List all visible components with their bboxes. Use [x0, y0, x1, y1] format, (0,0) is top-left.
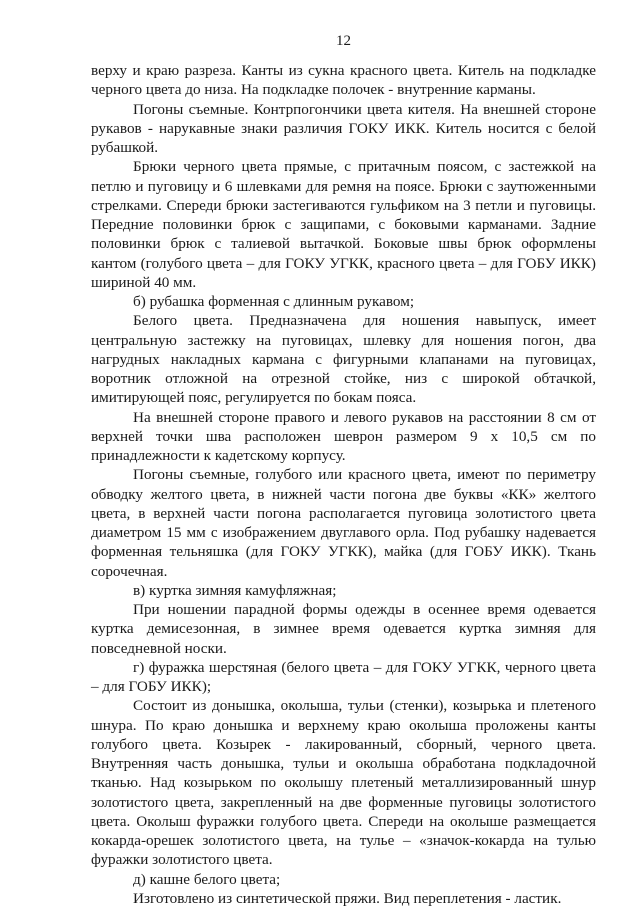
paragraph-trousers: Брюки черного цвета прямые, с притачным поясом, с застежкой на петлю и пуговицу и 6 шлевками для ремня на поясе. Брюки с заутюженными стрелками. Спереди брюки застегиваются гульфиком на 3 петли и пуговицы. Передние половинки брюк с защипами, с боковыми карманами. Задние половинки брюк с талиевой вытачкой. Боковые швы брюк оформлены кантом (голубого цвета – для ГОКУ УГКК, красного цвета – для ГОБУ ИКК) шириной 40 мм.	[91, 158, 596, 291]
paragraph-shirt-shoulder-boards: Погоны съемные, голубого или красного цвета, имеют по периметру обводку желтого цвета, в нижней части погона две буквы «КК» желтого цвета, в верхней части погона располагается пуговица золотистого цвета диаметром 15 мм с изображением двуглавого орла. Под рубашку надевается форменная тельняшка (для ГОКУ УГКК), майка (для ГОБУ ИКК). Ткань сорочечная.	[91, 466, 596, 580]
paragraph-chevron: На внешней стороне правого и левого рукавов на расстоянии 8 см от верхней точки шва расположен шеврон размером 9 х 10,5 см по принадлежности к кадетскому корпусу.	[91, 408, 596, 464]
item-heading-scarf: д) кашне белого цвета;	[133, 870, 281, 888]
item-heading-cap: г) фуражка шерстяная (белого цвета – для ГОКУ УГКК, черного цвета – для ГОБУ ИКК);	[91, 658, 596, 695]
paragraph-cap-description: Состоит из донышка, околыша, тульи (стенки), козырька и плетеного шнура. По краю донышка и верхнему краю околыша проложены канты голубого цвета. Козырек - лакированный, сборный, черного цвета. Внутренняя часть донышка, тульи и околыша обработана подкладочной тканью. Над козырьком по околышу плетеный металлизированный шнур золотистого цвета, закрепленный на две форменные пуговицы золотистого цвета. Околыш фуражки голубого цвета. Спереди на околыше размещается кокарда-орешек золотистого цвета, на тулье – «значок-кокарда на тулью фуражки золотистого цвета.	[91, 697, 596, 869]
paragraph-shirt-description: Белого цвета. Предназначена для ношения навыпуск, имеет центральную застежку на пуговицах, шлевку для ношения погон, два нагрудных накладных кармана с фигурными клапанами на пуговицах, воротник отложной на отрезной стойке, низ с широкой обтачкой, имитирующей пояс, регулируется по бокам пояса.	[91, 312, 596, 407]
paragraph-shoulder-boards: Погоны съемные. Контрпогончики цвета кителя. На внешней стороне рукавов - нарукавные знаки различия ГОКУ ИКК. Китель носится с белой рубашкой.	[91, 100, 596, 156]
item-heading-shirt: б) рубашка форменная с длинным рукавом;	[133, 293, 415, 310]
item-heading-winter-jacket: в) куртка зимняя камуфляжная;	[133, 581, 337, 599]
paragraph-scarf-description: Изготовлено из синтетической пряжи. Вид переплетения - ластик.	[133, 889, 562, 907]
page-number: 12	[336, 33, 351, 49]
paragraph-jacket-description: При ношении парадной формы одежды в осеннее время одевается куртка демисезонная, в зимнее время одевается куртка зимняя для повседневной носки.	[91, 601, 596, 657]
paragraph-continuation: верху и краю разреза. Канты из сукна красного цвета. Китель на подкладке черного цвета до низа. На подкладке полочек - внутренние карманы.	[91, 62, 596, 99]
document-body	[91, 61, 596, 908]
